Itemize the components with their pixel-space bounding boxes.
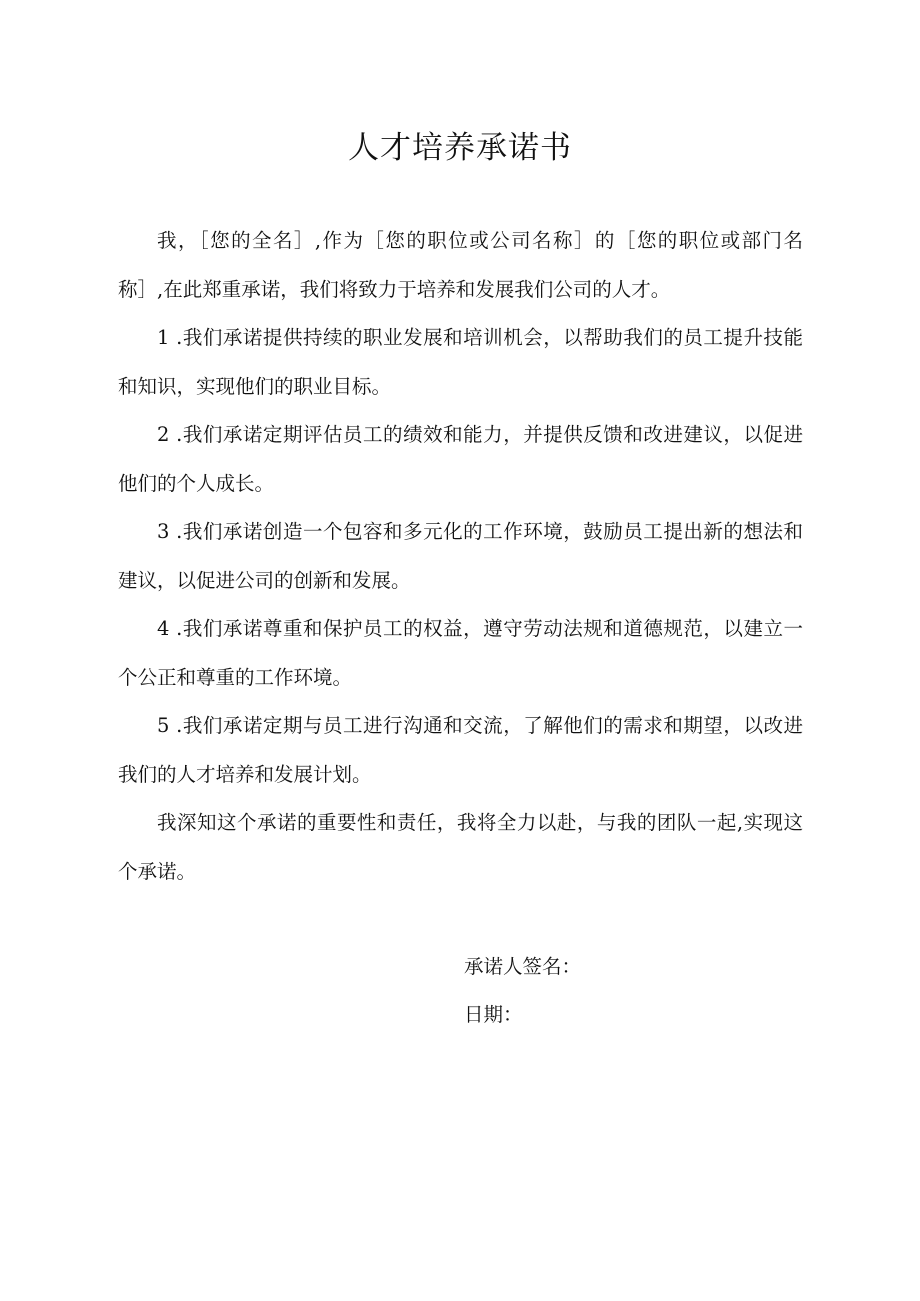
document-title: 人才培养承诺书 [348,130,572,166]
paragraph-closing: 我深知这个承诺的重要性和责任，我将全力以赴，与我的团队一起,实现这个承诺。 [118,811,803,883]
signer-label: 承诺人签名： [464,955,582,978]
paragraph-item-4: 4 .我们承诺尊重和保护员工的权益，遵守劳动法规和道德规范，以建立一个公正和尊重的工作环境。 [118,617,803,689]
paragraph-item-1: 1 .我们承诺提供持续的职业发展和培训机会，以帮助我们的员工提升技能和知识，实现他们的职业目标。 [118,326,803,398]
paragraph-item-3: 3 .我们承诺创造一个包容和多元化的工作环境，鼓励员工提出新的想法和建议，以促进公司的创新和发展。 [118,520,803,592]
paragraph-item-2: 2 .我们承诺定期评估员工的绩效和能力，并提供反馈和改进建议，以促进他们的个人成长。 [118,423,803,495]
paragraph-intro: 我，［您的全名］,作为［您的职位或公司名称］的［您的职位或部门名称］,在此郑重承诺，我们将致力于培养和发展我们公司的人才。 [118,229,803,301]
date-label: 日期： [464,1003,523,1026]
document-body [118,217,803,896]
paragraph-item-5: 5 .我们承诺定期与员工进行沟通和交流，了解他们的需求和期望，以改进我们的人才培养和发展计划。 [118,714,803,786]
